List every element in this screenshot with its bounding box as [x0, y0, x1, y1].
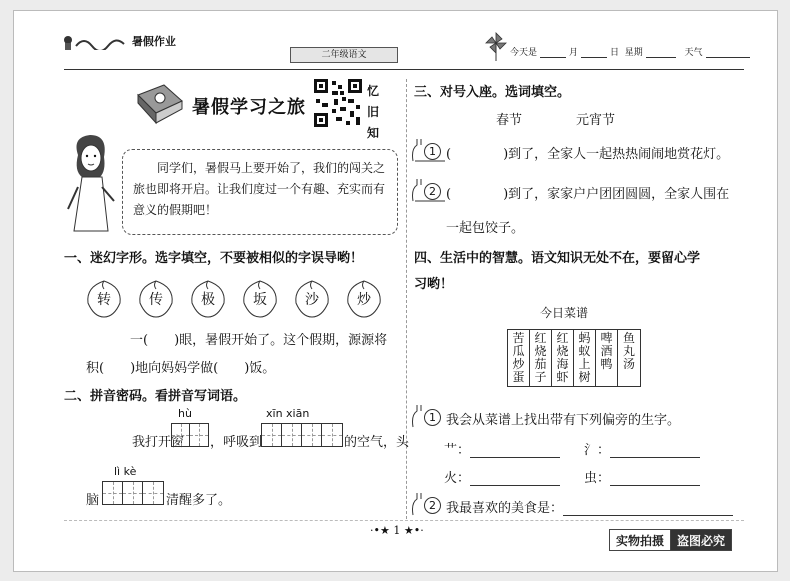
radical-grass-blank[interactable]: [470, 457, 560, 458]
favorite-food-blank[interactable]: [563, 515, 733, 516]
weekday-blank[interactable]: [646, 48, 676, 58]
stamp-text-b: 盗图必究: [671, 530, 731, 550]
radical-fire: 火：: [444, 471, 471, 486]
radical-fire-row: [444, 467, 560, 486]
month-blank[interactable]: [540, 48, 566, 58]
q4-2-text: 我最喜欢的美食是：: [446, 501, 564, 516]
writing-grid-2[interactable]: [261, 423, 343, 447]
girl-illustration: [64, 131, 118, 235]
sec1-line2[interactable]: 积( )地向妈妈学做( )饭。: [86, 361, 276, 376]
date-week-label: 星期: [624, 48, 643, 58]
leaf-char-1: [84, 279, 124, 319]
cartoon-logo-icon: [62, 34, 128, 50]
intro-title: 暑假学习之旅: [192, 97, 306, 118]
sec3-title: 三、对号入座。选词填空。: [414, 85, 571, 100]
radical-insect-blank[interactable]: [610, 485, 700, 486]
menu-table: [507, 329, 641, 387]
book-icon: [134, 81, 186, 127]
writing-grid-3[interactable]: [102, 481, 164, 505]
q3-2-text-cont: 一起包饺子。: [446, 221, 525, 236]
qr-code-icon[interactable]: [312, 77, 364, 129]
radical-grass: 艹：: [444, 443, 471, 458]
radical-fire-blank[interactable]: [470, 485, 560, 486]
page-header: [14, 11, 779, 71]
pinyin-2: xīn xiān: [266, 407, 310, 420]
q4-1-number: 1: [424, 409, 441, 426]
date-line: [510, 45, 753, 58]
menu-item-6: 鱼丸汤: [622, 331, 635, 371]
date-day-label: 日: [610, 48, 620, 58]
q3-1-text[interactable]: ( )到了，全家人一起热热闹闹地赏花灯。: [446, 147, 730, 162]
sec2-title: 二、拼音密码。看拼音写词语。: [64, 389, 247, 404]
radical-grass-row: [444, 439, 560, 458]
menu-title: 今日菜谱: [540, 306, 589, 320]
sec4-title-line2: 习哟！: [414, 277, 454, 292]
option-spring-festival: 春节: [496, 113, 523, 128]
page-number: ·•★ 1 ★•·: [370, 524, 424, 537]
sec1-line1[interactable]: 一( )眼，暑假开始了。这个假期，源源将: [130, 333, 388, 348]
q3-2-text[interactable]: ( )到了，家家户户团团圆圆，全家人围在: [446, 187, 730, 202]
menu-item-5: 啤酒鸭: [596, 330, 618, 386]
radical-water-blank[interactable]: [610, 457, 700, 458]
leaf-char-text: 极: [201, 292, 215, 308]
leaf-char-text: 坂: [253, 292, 267, 308]
pinwheel-icon: [484, 31, 508, 61]
radical-water: 氵：: [584, 443, 611, 458]
radical-insect-row: [584, 467, 700, 486]
weather-blank[interactable]: [706, 48, 750, 58]
radical-water-row: [584, 439, 700, 458]
menu-item-1: 苦瓜炒蛋: [508, 330, 530, 386]
leaf-char-text: 转: [97, 292, 111, 308]
q4-2-number: 2: [424, 497, 441, 514]
sec1-title: 一、迷幻字形。选字填空，不要被相似的字误导哟！: [64, 251, 364, 266]
brand-title: 暑假作业: [131, 35, 176, 48]
q3-1-number: 1: [424, 143, 441, 160]
leaf-char-3: [188, 279, 228, 319]
q3-2-number: 2: [424, 183, 441, 200]
date-weather-label: 天气: [684, 48, 703, 58]
intro-bubble-text: 同学们，暑假马上要开始了，我们的闯关之旅也即将开启。让我们度过一个有趣、充实而有意义的假期吧！: [133, 161, 386, 217]
sec2-text-4: 脑: [86, 493, 100, 508]
leaf-char-5: [292, 279, 332, 319]
writing-grid-1[interactable]: [171, 423, 209, 447]
leaf-char-6: [344, 279, 384, 319]
stamp-text-a: 实物拍摄: [610, 530, 671, 550]
watermark-stamp: [609, 529, 732, 551]
footer-rule: [64, 520, 744, 521]
q4-1-text: 我会从菜谱上找出带有下列偏旁的生字。: [446, 413, 681, 428]
menu-item-2: 红烧茄子: [530, 330, 552, 386]
sec2-text-2: ，呼吸到: [210, 435, 263, 450]
leaf-char-text: 传: [149, 292, 163, 308]
option-lantern-festival: 元宵节: [576, 113, 616, 128]
worksheet-page: [13, 10, 778, 572]
header-rule: [64, 69, 744, 70]
column-divider: [406, 79, 407, 519]
pinyin-1: hù: [178, 407, 192, 420]
sec2-text-1: 我打开窗: [132, 435, 185, 450]
leaf-char-text: 炒: [357, 292, 371, 308]
menu-item-3: 红烧海虾: [552, 330, 574, 386]
pinyin-3: lì kè: [114, 465, 137, 478]
day-blank[interactable]: [581, 48, 607, 58]
sec4-title-line1: 四、生活中的智慧。语文知识无处不在，要留心学: [414, 251, 701, 266]
brand-logo: [62, 33, 176, 50]
leaf-char-text: 沙: [305, 292, 319, 308]
leaf-char-2: [136, 279, 176, 319]
sec2-text-5: 清醒多了。: [166, 493, 232, 508]
date-month-label: 月: [569, 48, 579, 58]
side-label: 忆旧知: [367, 84, 380, 140]
sec2-text-3: 的空气，头: [344, 435, 410, 450]
intro-speech-bubble: [122, 149, 398, 235]
q4-2-row: [446, 497, 733, 516]
radical-insect: 虫：: [584, 471, 611, 486]
date-today-label: 今天是: [510, 48, 538, 58]
leaf-char-4: [240, 279, 280, 319]
menu-item-4: 蚂蚁上树: [574, 330, 596, 386]
grade-label: 二年级语文: [290, 47, 398, 63]
